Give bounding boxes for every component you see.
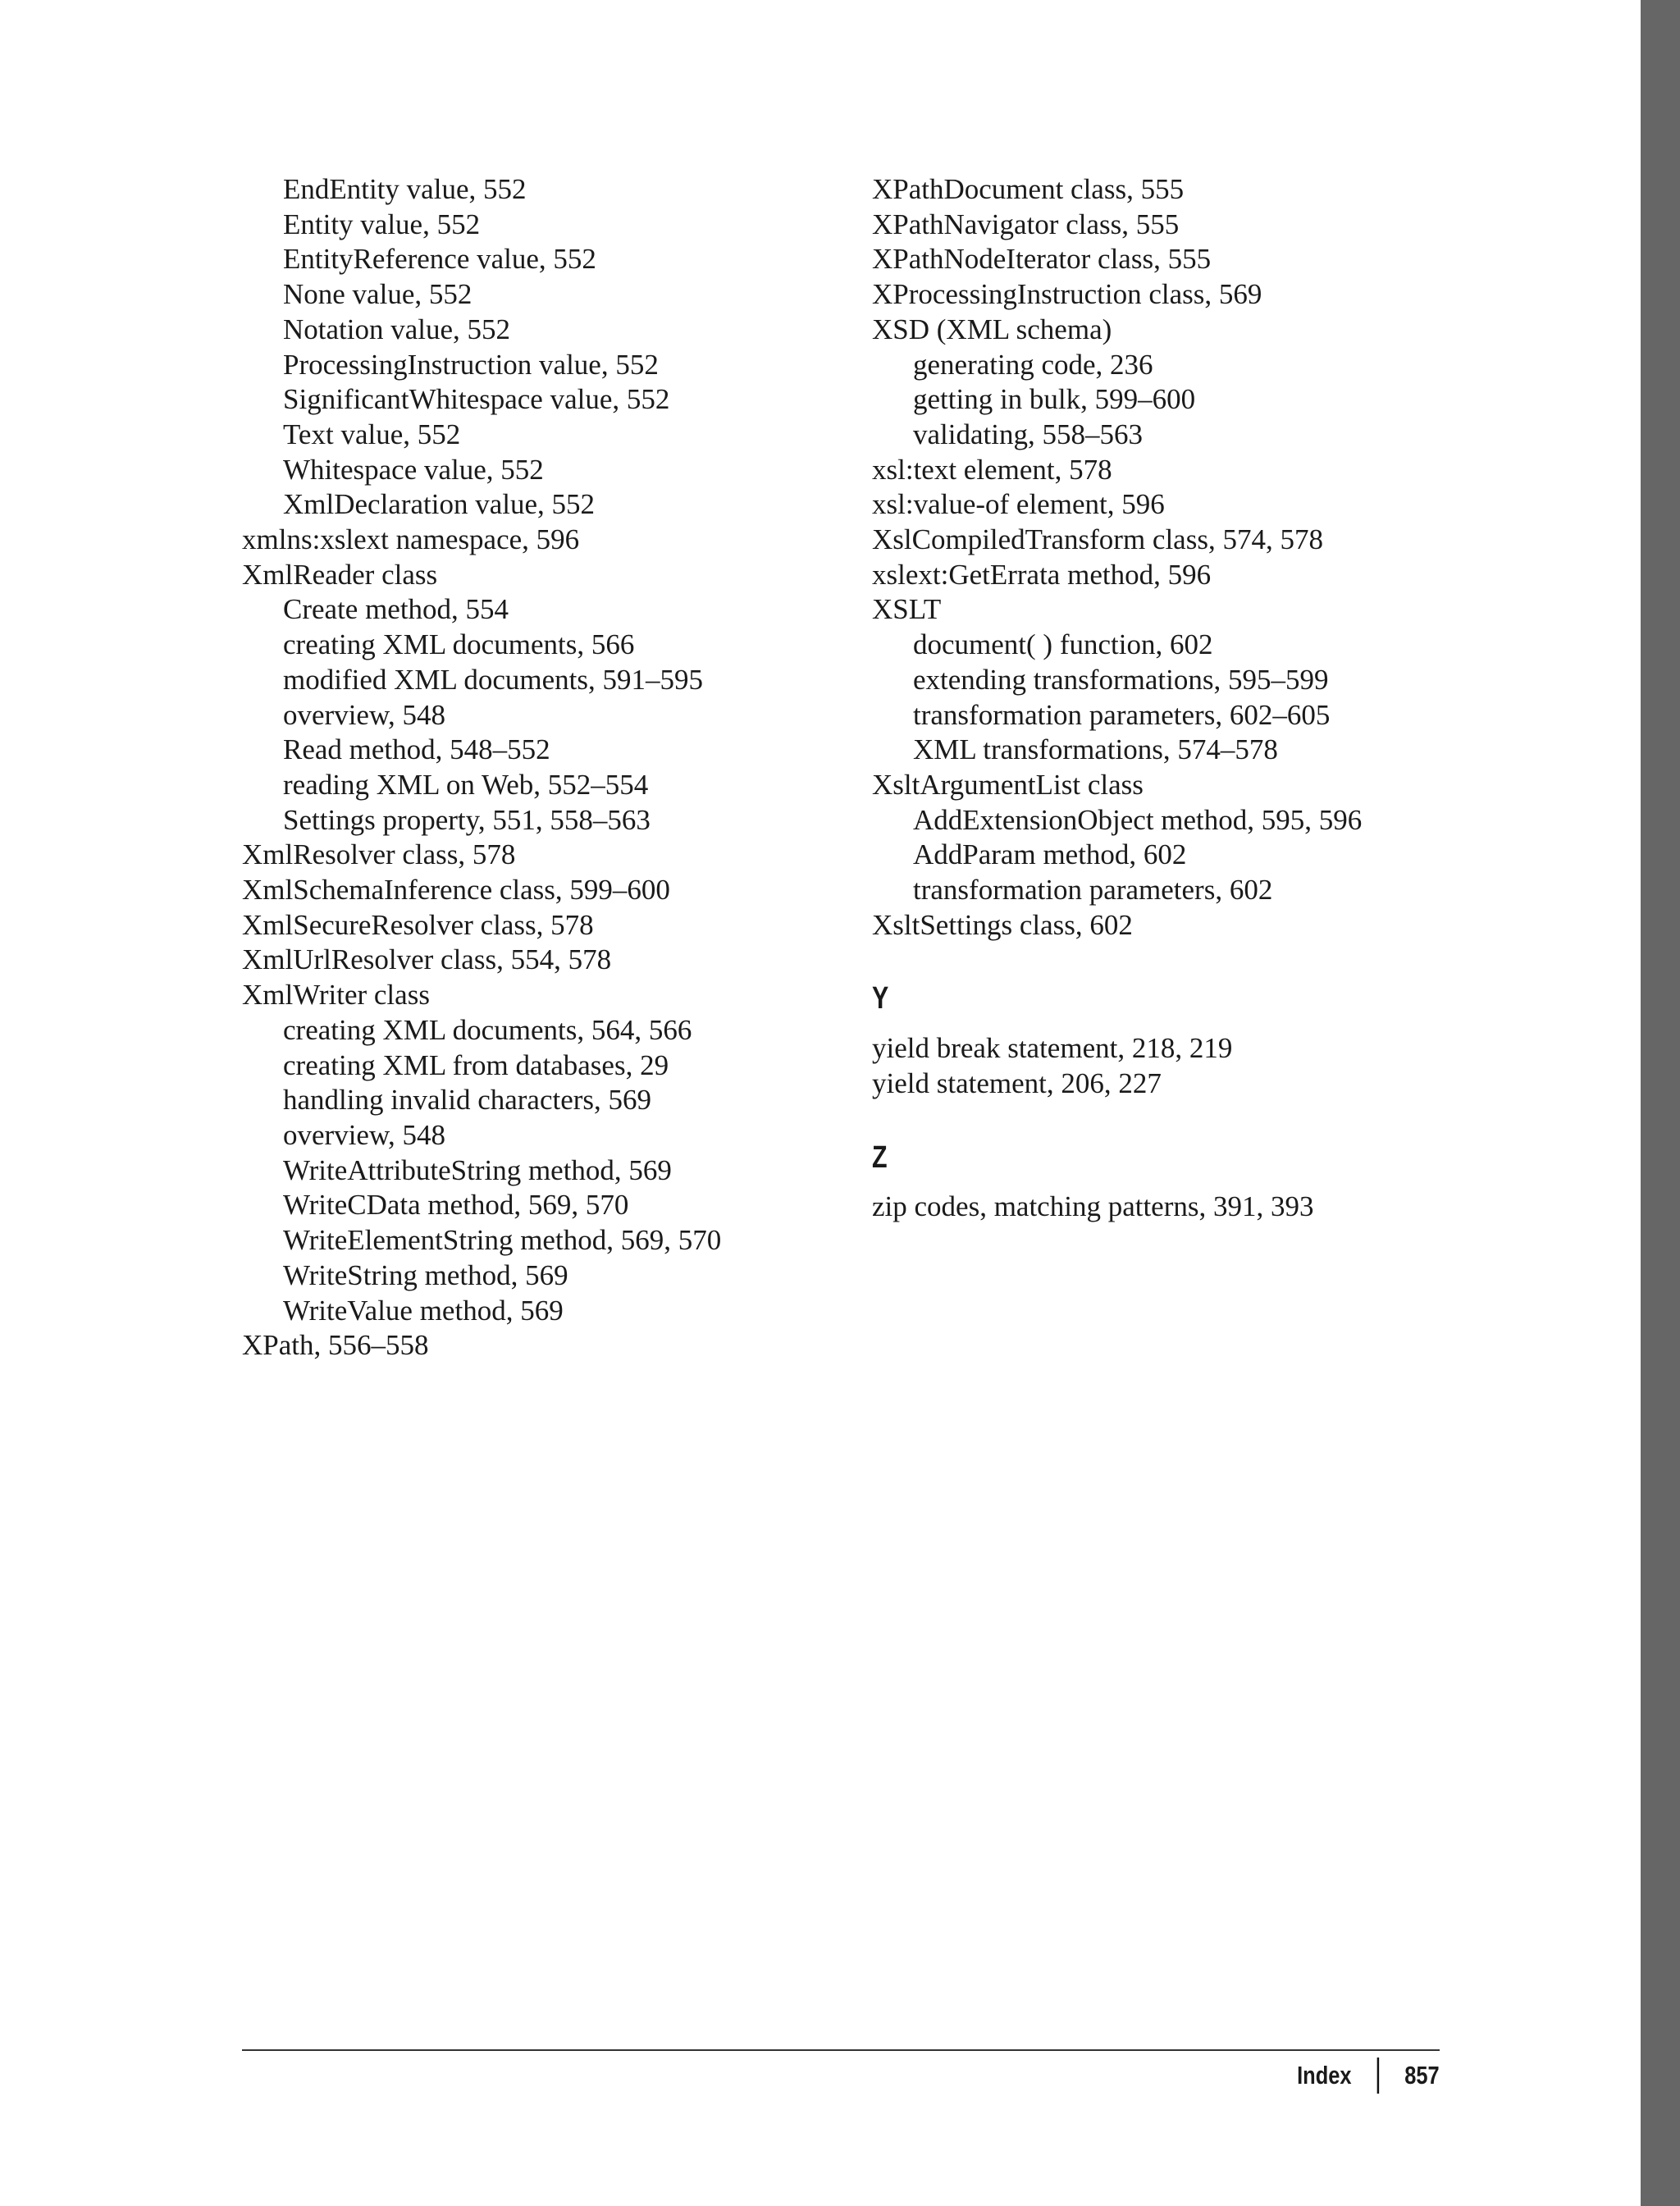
page-edge-tab xyxy=(1641,0,1680,2206)
index-subentry: overview, 548 xyxy=(283,698,445,731)
index-entry: XPath, 556–558 xyxy=(242,1329,429,1362)
index-subentry: creating XML documents, 566 xyxy=(283,628,635,661)
index-subentry: modified XML documents, 591–595 xyxy=(283,663,703,696)
index-subentry: WriteAttributeString method, 569 xyxy=(283,1153,672,1186)
index-subentry: creating XML from databases, 29 xyxy=(283,1048,669,1081)
page-number: 857 xyxy=(1404,2061,1440,2090)
index-subentry: Read method, 548–552 xyxy=(283,733,550,766)
index-subentry: ProcessingInstruction value, 552 xyxy=(283,348,659,381)
footer-rule xyxy=(242,2049,1440,2051)
index-subentry: extending transformations, 595–599 xyxy=(913,663,1329,696)
index-entry: xslext:GetErrata method, 596 xyxy=(872,558,1212,591)
index-subentry: SignificantWhitespace value, 552 xyxy=(283,383,670,416)
index-entry: XmlResolver class, 578 xyxy=(242,838,516,871)
index-subentry: AddParam method, 602 xyxy=(913,838,1187,871)
index-entry: XSLT xyxy=(872,593,942,626)
index-subentry: document( ) function, 602 xyxy=(913,628,1213,661)
index-entry: xsl:value-of element, 596 xyxy=(872,488,1165,521)
index-entry: XmlUrlResolver class, 554, 578 xyxy=(242,943,612,976)
index-entry: XmlSecureResolver class, 578 xyxy=(242,908,594,941)
index-entry: XmlReader class xyxy=(242,558,438,591)
index-subentry: generating code, 236 xyxy=(913,348,1153,381)
footer-section: Index xyxy=(1297,2061,1352,2090)
index-subentry: XML transformations, 574–578 xyxy=(913,733,1278,766)
index-entry: xsl:text element, 578 xyxy=(872,453,1112,486)
index-entry: XmlWriter class xyxy=(242,979,430,1012)
footer-separator xyxy=(1377,2058,1379,2094)
index-entry: XPathNodeIterator class, 555 xyxy=(872,243,1212,276)
index-entry: XPathDocument class, 555 xyxy=(872,173,1185,205)
index-column-right xyxy=(872,172,1362,1225)
index-subentry: None value, 552 xyxy=(283,278,472,311)
index-entry: XslCompiledTransform class, 574, 578 xyxy=(872,523,1323,556)
index-subentry: WriteElementString method, 569, 570 xyxy=(283,1224,722,1257)
section-letter-heading: Z xyxy=(872,1140,888,1175)
index-entry: XSD (XML schema) xyxy=(872,313,1112,345)
index-subentry: WriteCData method, 569, 570 xyxy=(283,1189,629,1222)
index-subentry: transformation parameters, 602 xyxy=(913,874,1273,907)
index-entry: zip codes, matching patterns, 391, 393 xyxy=(872,1190,1314,1223)
index-subentry: Settings property, 551, 558–563 xyxy=(283,803,651,836)
index-subentry: AddExtensionObject method, 595, 596 xyxy=(913,803,1363,836)
index-subentry: handling invalid characters, 569 xyxy=(283,1084,652,1117)
index-entry: XsltArgumentList class xyxy=(872,768,1144,801)
index-entry: XmlSchemaInference class, 599–600 xyxy=(242,874,670,907)
index-column-left xyxy=(242,172,721,1363)
index-subentry: Entity value, 552 xyxy=(283,208,481,240)
index-subentry: getting in bulk, 599–600 xyxy=(913,383,1196,416)
index-entry: XsltSettings class, 602 xyxy=(872,908,1133,941)
index-entry: XPathNavigator class, 555 xyxy=(872,208,1180,240)
index-subentry: EntityReference value, 552 xyxy=(283,243,596,276)
index-entry: yield break statement, 218, 219 xyxy=(872,1032,1233,1065)
page-footer xyxy=(1297,2058,1440,2094)
index-subentry: WriteValue method, 569 xyxy=(283,1294,564,1327)
index-entry: yield statement, 206, 227 xyxy=(872,1066,1162,1099)
index-subentry: transformation parameters, 602–605 xyxy=(913,698,1331,731)
index-subentry: reading XML on Web, 552–554 xyxy=(283,768,649,801)
index-subentry: XmlDeclaration value, 552 xyxy=(283,488,596,521)
index-subentry: EndEntity value, 552 xyxy=(283,173,527,205)
index-entry: XProcessingInstruction class, 569 xyxy=(872,278,1262,311)
index-subentry: Create method, 554 xyxy=(283,593,509,626)
index-subentry: validating, 558–563 xyxy=(913,418,1143,450)
index-entry: xmlns:xslext namespace, 596 xyxy=(242,523,580,556)
section-letter-heading: Y xyxy=(872,981,889,1016)
index-subentry: Text value, 552 xyxy=(283,418,461,450)
index-subentry: overview, 548 xyxy=(283,1118,445,1151)
index-subentry: creating XML documents, 564, 566 xyxy=(283,1013,692,1046)
index-subentry: Notation value, 552 xyxy=(283,313,511,345)
index-subentry: Whitespace value, 552 xyxy=(283,453,544,486)
index-subentry: WriteString method, 569 xyxy=(283,1258,568,1291)
